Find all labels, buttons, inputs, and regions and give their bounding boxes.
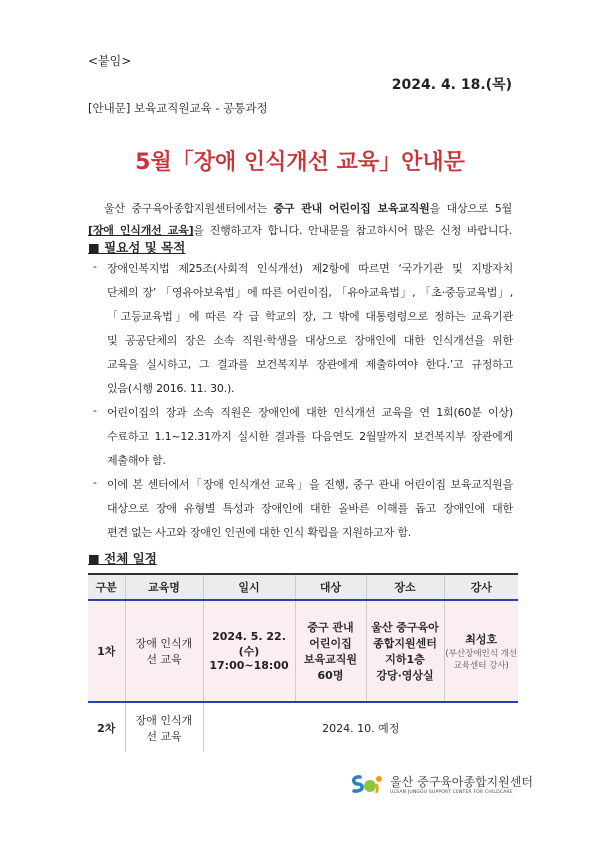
place-line: 지하1층: [385, 653, 425, 666]
intro-text: 을 대상으로 5월: [429, 202, 512, 215]
intro-text: 을 진행하고자 합니다. 안내문을 참고하시어 많은 신청 바랍니다.: [193, 224, 512, 237]
list-item-line: 있음(시행 2016. 11. 30.).: [107, 382, 235, 395]
list-item-line: 수료하고 1.1~12.31까지 실시한 결과를 다음연도 2월말까지 보건복지부 장관에게: [107, 430, 513, 443]
date-text: 2024. 5. 22.(수): [212, 630, 286, 658]
bullet-dash: -: [93, 404, 97, 417]
target-line: 어린이집: [309, 637, 352, 650]
name-cell: [125, 600, 203, 702]
attachment-label: <붙임>: [88, 54, 132, 68]
logo-english: ULSAN JUNGGU SUPPORT CENTER FOR CHILDCARE: [390, 790, 513, 795]
list-item-line: 단체의 장’ 「영유아보육법」에 따른 어린이집, 「유아교육법」, 「초·중등교육법」,: [107, 286, 513, 299]
target-line: 보육교직원: [303, 653, 358, 666]
header-datetime: 일시: [203, 574, 295, 600]
place-cell: [366, 600, 444, 702]
place-line: 종합지원센터: [373, 637, 437, 650]
target-line: 중구 관내: [307, 621, 354, 634]
list-item-line: 교육을 실시하고, 그 결과를 보건복지부 장관에게 제출하여야 한다.’고 규정하고: [107, 358, 513, 371]
intro-text: 울산 중구육아종합지원센터에서는: [104, 202, 274, 215]
header-round: 구분: [88, 574, 125, 600]
schedule-table: [88, 573, 518, 752]
bullet-dash: -: [93, 260, 97, 273]
notice-label: [안내문] 보육교직원교육 - 공통과정: [88, 101, 268, 115]
target-cell: [295, 600, 366, 702]
list-item: [93, 476, 513, 548]
list-item: [93, 260, 513, 404]
name-cell: [125, 702, 203, 752]
header-lecturer: 강사: [444, 574, 518, 600]
logo-name: 울산 중구육아종합지원센터: [390, 775, 533, 789]
list-item-line: 편견 없는 사고와 장애인 인권에 대한 인식 확립을 지원하고자 함.: [107, 526, 412, 539]
list-item-line: 이에 본 센터에서「장애 인식개선 교육」을 진행, 중구 관내 어린이집 보육교직원을: [107, 478, 513, 491]
round-cell: 2차: [97, 721, 116, 735]
list-item-line: 장애인복지법 제25조(사회적 인식개선) 제2항에 따르면 ‘국가기관 및 지방자치: [107, 262, 513, 275]
list-item: [93, 404, 513, 476]
target-line: 60명: [317, 669, 344, 682]
list-item-line: 「고등교육법」에 따른 각 급 학교의 장, 그 밖에 대통령령으로 정하는 교육기관: [107, 310, 513, 323]
section-heading-purpose: ■ 필요성 및 목적: [88, 240, 186, 255]
table-header-row: [88, 574, 518, 600]
table-row: [88, 600, 518, 702]
lecturer-name: 최성호: [465, 633, 498, 646]
section-heading-schedule: ■ 전체 일정: [88, 551, 157, 566]
place-line: 울산 중구육아: [371, 621, 439, 634]
list-item-line: 대상으로 장애 유형별 특성과 장애인에 대한 올바른 이해를 돕고 장애인에 대한: [107, 502, 513, 515]
header-target: 대상: [295, 574, 366, 600]
datetime-cell: [203, 600, 295, 702]
intro-emphasis: [장애 인식개선 교육]: [88, 224, 194, 237]
list-item-line: 어린이집의 장과 소속 직원은 장애인에 대한 인식개선 교육을 연 1회(60분 이상): [107, 406, 513, 419]
list-item-line: 및 공공단체의 장은 소속 직원·학생을 대상으로 장애인에 대한 인식개선을 위한: [107, 334, 513, 347]
document-date: 2024. 4. 18.(목): [391, 77, 512, 93]
bullet-dash: -: [93, 476, 97, 489]
lecturer-cell: [444, 600, 518, 702]
center-logo: [350, 772, 533, 796]
intro-emphasis: 중구 관내 어린이집 보육교직원: [273, 202, 430, 215]
name-text: 장애 인식개선 교육: [135, 637, 193, 666]
document-title: 5월「장애 인식개선 교육」안내문: [135, 150, 465, 175]
name-text: 장애 인식개선 교육: [135, 713, 193, 743]
place-line: 강당·영상실: [376, 669, 434, 682]
purpose-list: [93, 260, 513, 548]
round-cell: 1차: [88, 600, 125, 702]
list-item-line: 제출해야 함.: [107, 454, 166, 467]
table-row: [88, 702, 518, 752]
lecturer-affiliation: (부산장애인식 개선교육센터 강사): [445, 649, 518, 671]
header-name: 교육명: [125, 574, 203, 600]
schedule-cell: 2024. 10. 예정: [203, 702, 518, 752]
logo-icon: [350, 772, 384, 796]
time-text: 17:00~18:00: [209, 659, 289, 672]
header-place: 장소: [366, 574, 444, 600]
